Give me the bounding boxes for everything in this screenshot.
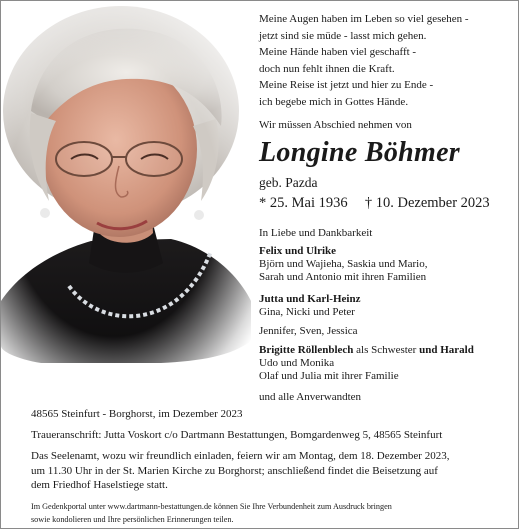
place-date: 48565 Steinfurt - Borghorst, im Dezember 2023 — [31, 408, 243, 420]
life-dates — [259, 195, 490, 212]
funeral-address: Traueranschrift: Jutta Voskort c/o Dartmann Bestattungen, Bomgardenweg 5, 48565 Steinfurt — [31, 429, 443, 441]
service-line: um 11.30 Uhr in der St. Marien Kirche zu Borghorst; anschließend findet die Beisetzung auf — [31, 464, 438, 477]
mourner-head: und Harald — [419, 344, 474, 356]
poem-line: Meine Reise ist jetzt und hier zu Ende - — [259, 79, 434, 92]
maiden-name: geb. Pazda — [259, 175, 318, 190]
portrait-photo — [1, 1, 251, 391]
poem-line: jetzt sind sie müde - lasst mich gehen. — [259, 29, 427, 42]
mourners-closing: und alle Anverwandten — [259, 391, 362, 403]
relation-text: als Schwester — [356, 344, 417, 356]
poem-line: ich begebe mich in Gottes Hände. — [259, 95, 409, 108]
poem-line: doch nun fehlt ihnen die Kraft. — [259, 62, 395, 75]
service-line: Das Seelenamt, wozu wir freundlich einladen, feiern wir am Montag, dem 18. Dezember 2023, — [31, 450, 450, 462]
mourners-group-2 — [259, 293, 360, 319]
poem-line: Meine Augen haben im Leben so viel gesehen - — [259, 13, 469, 25]
mourner-line: Jennifer, Sven, Jessica — [259, 325, 358, 337]
mourner-head-row — [259, 344, 474, 357]
mourners-group-1 — [259, 245, 427, 284]
mourner-line: Udo und Monika — [259, 357, 335, 369]
poem-line: Meine Hände haben viel geschafft - — [259, 46, 417, 59]
mourner-line: Björn und Wajieha, Saskia und Mario, — [259, 258, 428, 270]
mourners-intro: In Liebe und Dankbarkeit — [259, 227, 373, 239]
portal-line: Im Gedenkportal unter www.dartmann-bestattungen.de können Sie Ihre Verbundenheit zum Ausdruck bringen — [31, 502, 392, 511]
death-date: † 10. Dezember 2023 — [364, 195, 490, 211]
farewell-intro: Wir müssen Abschied nehmen von — [259, 119, 412, 131]
mourner-line: Sarah und Antonio mit ihren Familien — [259, 271, 427, 283]
birth-date: * 25. Mai 1936 — [259, 195, 348, 211]
service-notice — [31, 449, 449, 493]
service-line: dem Friedhof Haselstiege statt. — [31, 479, 168, 491]
mourner-line: Olaf und Julia mit ihrer Familie — [259, 370, 399, 382]
mourner-head: Jutta und Karl-Heinz — [259, 293, 361, 305]
portal-line: sowie kondolieren und Ihre persönlichen Erinnerungen teilen. — [31, 514, 234, 524]
poem — [259, 11, 469, 111]
deceased-name: Longine Böhmer — [259, 137, 461, 168]
mourner-head: Brigitte Röllenblech — [259, 344, 354, 356]
mourner-line: Gina, Nicki und Peter — [259, 306, 355, 318]
portal-notice — [31, 501, 392, 526]
mourner-head: Felix und Ulrike — [259, 245, 337, 257]
photo-vignette — [1, 1, 251, 391]
mourners-group-4 — [259, 344, 474, 383]
